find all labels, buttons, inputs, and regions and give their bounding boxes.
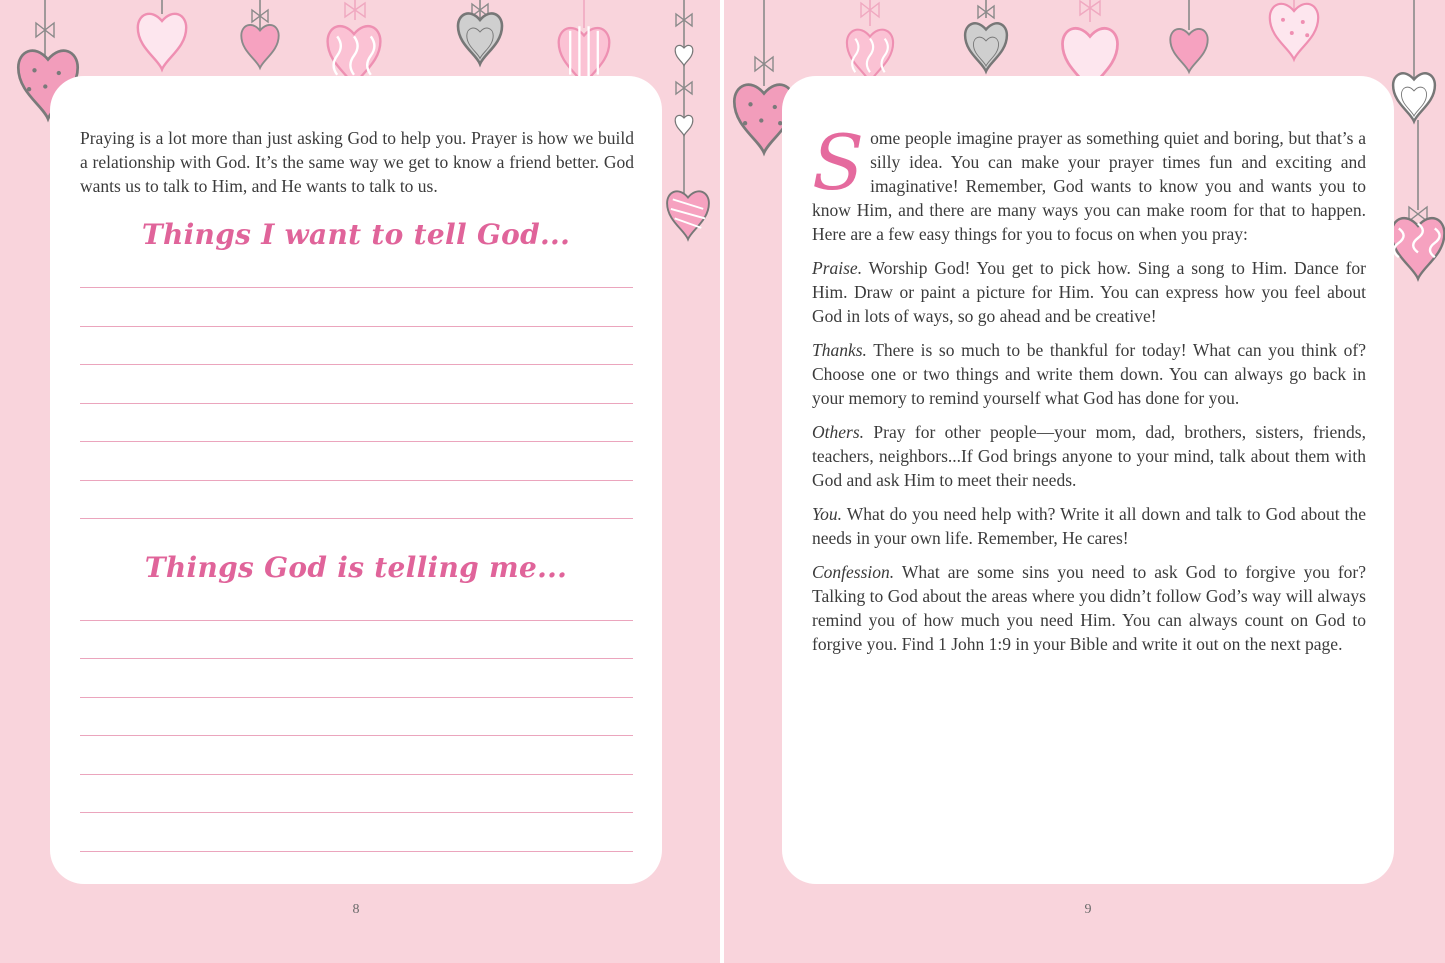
page-number: 8 (352, 902, 360, 917)
writing-line (80, 364, 633, 365)
heart-icon (1392, 218, 1445, 279)
writing-line (80, 403, 633, 404)
body-text (812, 118, 1366, 666)
section-text: Pray for other people—your mom, dad, brothers, sisters, friends, teachers, neighbors...If God brings anyone to your mind, talk about them with God and ask Him to meet their needs. (812, 422, 1366, 490)
heart-icon (1270, 4, 1318, 60)
page-number: 9 (1084, 902, 1092, 917)
section-praise (812, 256, 1366, 328)
section-confession (812, 560, 1366, 656)
section-others (812, 420, 1366, 492)
ribbon-bow-icon (755, 57, 773, 71)
section-term: Thanks. (812, 340, 867, 360)
section-term: Confession. (812, 562, 895, 582)
section-text: Worship God! You get to pick how. Sing a song to Him. Dance for Him. Draw or paint a picture for Him. You can express how you feel about God in lots of ways, so go ahead and be creative! (812, 258, 1366, 326)
writing-line (80, 480, 633, 481)
heart-icon (847, 30, 893, 83)
writing-line (80, 326, 633, 327)
heart-icon (1393, 73, 1435, 121)
heart-icon (1170, 29, 1207, 72)
section-thanks (812, 338, 1366, 410)
prompt-title-god-telling: Things God is telling me... (144, 551, 568, 584)
right-content-card (782, 76, 1394, 884)
writing-line (80, 697, 633, 698)
section-text: There is so much to be thankful for today! What can you think of? Choose one or two things and write them down. You can always go back in your memory to remind yourself what God has done for you. (812, 340, 1366, 408)
intro-paragraph (812, 118, 1366, 246)
section-term: Others. (812, 422, 865, 442)
heart-icon (675, 115, 693, 135)
section-term: Praise. (812, 258, 863, 278)
heart-icon (458, 13, 502, 64)
intro-paragraph: Praying is a lot more than just asking God to help you. Prayer is how we build a relationship with God. It’s the same way we get to know a friend better. God wants us to talk to Him, and He wants to talk to us. (80, 128, 634, 196)
writing-line (80, 735, 633, 736)
left-content-card (50, 76, 662, 884)
heart-icon (675, 45, 693, 65)
section-you (812, 502, 1366, 550)
section-term: You. (812, 504, 843, 524)
section-text: What are some sins you need to ask God to forgive you for? Talking to God about the areas where you didn’t follow God’s way will always remind you of how much you need Him. You can always count on God to forgive you. Find 1 John 1:9 in your Bible and write it out on the next page. (812, 562, 1366, 654)
section-text: What do you need help with? Write it all down and talk to God about the needs in your own life. Remember, He cares! (812, 504, 1366, 548)
ribbon-bow-icon (36, 23, 54, 37)
writing-line (80, 287, 633, 288)
writing-line (80, 518, 633, 519)
left-page (0, 0, 720, 963)
heart-icon (138, 14, 186, 70)
drop-cap-letter: S (812, 118, 865, 207)
right-page (724, 0, 1445, 963)
intro-text: ome people imagine prayer as something quiet and boring, but that’s a silly idea. You can make your prayer times fun and exciting and imaginative! Remember, God wants to know you and wants you to know Him, and there are many ways you can make room for that to happen. Here are a few easy things for you to focus on when you pray: (812, 128, 1366, 244)
writing-line (80, 658, 633, 659)
ribbon-bow-icon (252, 10, 268, 22)
heart-icon (965, 23, 1007, 71)
writing-line (80, 774, 633, 775)
heart-icon (667, 191, 709, 239)
writing-line (80, 441, 633, 442)
writing-line (80, 620, 633, 621)
writing-line (80, 812, 633, 813)
writing-line (80, 851, 633, 852)
ribbon-bow-icon (472, 4, 488, 16)
heart-icon (241, 25, 278, 68)
prompt-title-tell-god: Things I want to tell God... (141, 218, 571, 251)
